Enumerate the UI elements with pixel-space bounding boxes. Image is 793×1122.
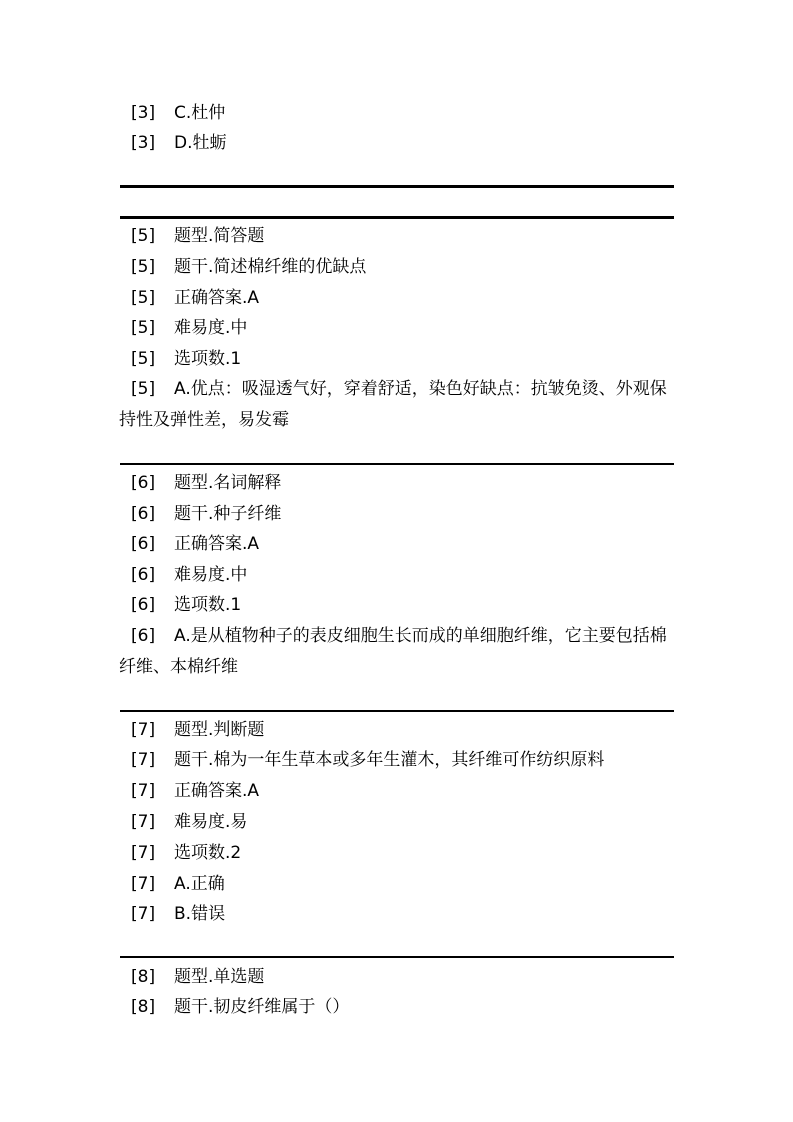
question-field: 选项数.2 xyxy=(174,843,242,863)
question-number: [8] xyxy=(131,997,156,1017)
question-field: 题型.单选题 xyxy=(174,967,265,987)
question-field: 难易度.中 xyxy=(174,318,248,338)
question-type-line xyxy=(131,225,264,247)
difficulty-line xyxy=(131,811,247,833)
answer-line xyxy=(131,533,259,555)
question-number: [5] xyxy=(131,288,156,308)
section-divider xyxy=(120,463,674,465)
option-paragraph xyxy=(119,621,679,683)
question-field: 正确答案.A xyxy=(174,288,260,308)
question-number: [7] xyxy=(131,750,156,770)
question-field: 选项数.1 xyxy=(174,349,242,369)
question-number: [5] xyxy=(131,349,156,369)
question-type-line xyxy=(131,719,264,741)
option-count-line xyxy=(131,594,241,616)
question-type-line xyxy=(131,472,281,494)
question-number: [6] xyxy=(131,565,156,585)
question-field: 题干.简述棉纤维的优缺点 xyxy=(174,257,367,277)
question-number: [8] xyxy=(131,967,156,987)
question-field: 题干.棉为一年生草本或多年生灌木，其纤维可作纺织原料 xyxy=(174,750,605,770)
question-field: 题型.名词解释 xyxy=(174,473,282,493)
option-count-line xyxy=(131,842,241,864)
question-number: [7] xyxy=(131,904,156,924)
question-number: [7] xyxy=(131,781,156,801)
question-field: 正确答案.A xyxy=(174,781,260,801)
question-number: [6] xyxy=(131,504,156,524)
question-field: 题干.韧皮纤维属于（） xyxy=(174,997,350,1017)
question-number: [3] xyxy=(131,133,156,153)
question-type-line xyxy=(131,966,264,988)
question-field: 难易度.易 xyxy=(174,812,248,832)
option-paragraph xyxy=(119,374,679,436)
question-number: [5] xyxy=(131,257,156,277)
question-number: [5] xyxy=(131,379,156,399)
question-stem-line xyxy=(131,503,281,525)
section-divider xyxy=(120,956,674,958)
question-number: [5] xyxy=(131,226,156,246)
option-text: A.是从植物种子的表皮细胞生长而成的单细胞纤维，它主要包括棉纤维、本棉纤维 xyxy=(119,626,667,677)
question-number: [6] xyxy=(131,626,156,646)
question-field: 选项数.1 xyxy=(174,595,242,615)
question-stem-line xyxy=(131,256,366,278)
option-text: D.牡蛎 xyxy=(174,133,227,153)
option-text: A.优点：吸湿透气好，穿着舒适，染色好缺点：抗皱免烫、外观保持性及弹性差，易发霉 xyxy=(119,379,667,430)
question-field: 题干.种子纤维 xyxy=(174,504,282,524)
question-number: [7] xyxy=(131,843,156,863)
question-stem-line xyxy=(131,749,604,771)
question-stem-line xyxy=(131,996,349,1018)
question-field: 题型.简答题 xyxy=(174,226,265,246)
question-number: [7] xyxy=(131,874,156,894)
question-number: [6] xyxy=(131,473,156,493)
option-line xyxy=(131,873,225,895)
section-divider xyxy=(120,216,674,219)
difficulty-line xyxy=(131,564,247,586)
difficulty-line xyxy=(131,317,247,339)
question-number: [7] xyxy=(131,720,156,740)
question-field: 题型.判断题 xyxy=(174,720,265,740)
option-line xyxy=(131,102,225,124)
option-text: C.杜仲 xyxy=(174,103,226,123)
question-number: [3] xyxy=(131,103,156,123)
question-number: [5] xyxy=(131,318,156,338)
question-number: [6] xyxy=(131,595,156,615)
section-divider xyxy=(120,185,674,188)
option-text: B.错误 xyxy=(174,904,226,924)
question-number: [6] xyxy=(131,534,156,554)
question-number: [7] xyxy=(131,812,156,832)
option-line xyxy=(131,903,225,925)
option-count-line xyxy=(131,348,241,370)
option-text: A.正确 xyxy=(174,874,225,894)
answer-line xyxy=(131,780,259,802)
answer-line xyxy=(131,287,259,309)
section-divider xyxy=(120,710,674,712)
question-field: 难易度.中 xyxy=(174,565,248,585)
option-line xyxy=(131,132,227,154)
question-field: 正确答案.A xyxy=(174,534,260,554)
